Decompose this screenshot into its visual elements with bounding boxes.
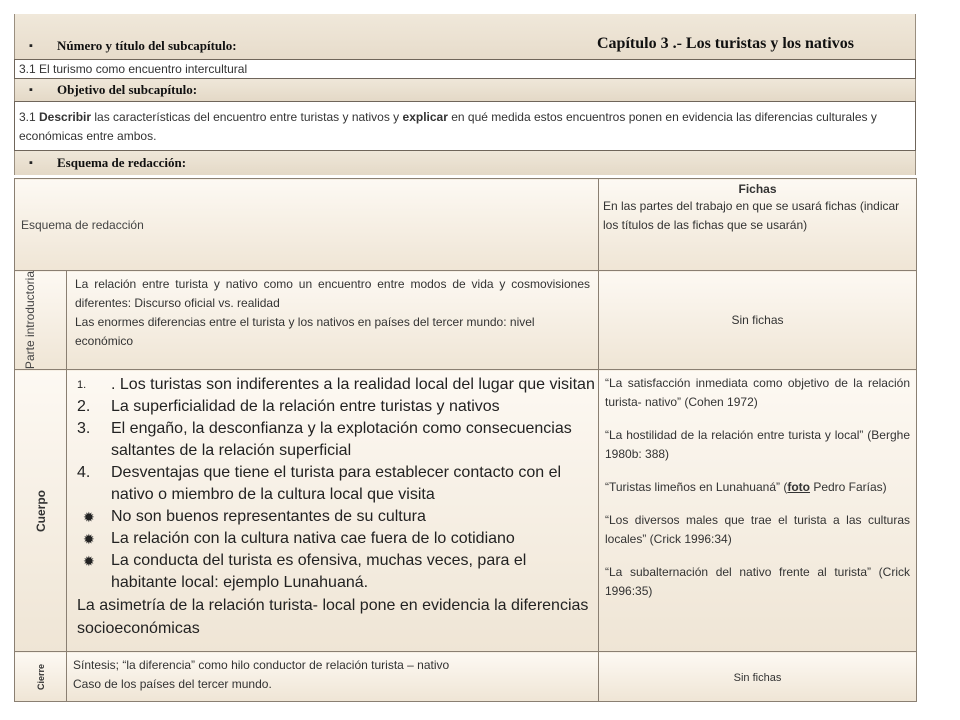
list-item-text: La superficialidad de la relación entre turistas y nativos — [111, 398, 500, 416]
body-row — [15, 370, 917, 652]
writing-scheme-table — [14, 178, 917, 702]
objective-text-prefix: 3.1 — [19, 110, 40, 124]
scheme-label: Esquema de redacción: — [57, 155, 187, 170]
body-section-label: Cuerpo — [33, 489, 48, 532]
intro-line-2: Las enormes diferencias entre el turista y los nativos en países del tercer mundo: nivel económico — [75, 315, 535, 348]
ficha-item: “La satisfacción inmediata como objetivo de la relación turista- nativo” (Cohen 1972) — [605, 376, 910, 410]
ficha-item: “La subalternación del nativo frente al turista” (Crick 1996:35) — [605, 565, 910, 599]
closing-row — [15, 652, 917, 702]
document-header — [14, 14, 916, 175]
list-item — [73, 374, 596, 396]
list-item-number: 1. — [77, 379, 87, 392]
chapter-title: Capítulo 3 .- Los turistas y los nativos — [597, 35, 854, 52]
intro-row — [15, 271, 917, 370]
objective-text-mid: las características del encuentro entre turistas y nativos y — [91, 110, 403, 124]
list-item-number: 2. — [77, 398, 91, 416]
scheme-label-bar — [14, 151, 916, 175]
asterisk-bullet-icon: ✹ — [83, 531, 95, 548]
ficha-item: “Turistas limeños en Lunahuaná” (foto Pedro Farías) — [605, 480, 887, 495]
bullet-icon: ▪ — [29, 157, 33, 169]
subchapter-number-label: Número y título del subcapítulo: — [57, 38, 237, 53]
intro-line-1: La relación entre turista y nativo como un encuentro entre modos de vida y cosmovisiones diferentes: Discurso oficial vs. realidad — [75, 277, 590, 310]
closing-line-1: Síntesis; “la diferencia” como hilo conductor de relación turista – nativo — [73, 658, 450, 673]
list-item-text: Desventajas que tiene el turista para establecer contacto con el nativo o miembro de la cultura local que visita — [111, 464, 562, 504]
closing-section-label: Cierre — [35, 663, 46, 690]
objective-text-end: en qué medida estos encuentros ponen en evidencia las diferencias culturales y económicas entre ambos. — [19, 110, 877, 143]
objective-label-bar — [14, 79, 916, 101]
closing-line-2: Caso de los países del tercer mundo. — [73, 677, 272, 692]
list-item — [73, 418, 596, 462]
objective-label: Objetivo del subcapítulo: — [57, 82, 198, 97]
body-numbered-list — [73, 374, 596, 594]
list-item-number: 4. — [77, 464, 91, 482]
intro-fichas: Sin fichas — [731, 313, 784, 328]
bullet-icon: ▪ — [29, 40, 33, 52]
table-header-row — [15, 179, 917, 271]
chapter-header-bar — [14, 14, 916, 59]
list-item-text: . Los turistas son indiferentes a la realidad local del lugar que visitan — [111, 376, 595, 394]
sub-list-item — [73, 528, 596, 550]
fichas-column-title: Fichas — [738, 182, 777, 196]
sub-list-item — [73, 550, 596, 594]
ficha-item: “Los diversos males que trae el turista a las culturas locales” (Crick 1996:34) — [605, 513, 910, 547]
objective-verb-describe: Describir — [39, 110, 92, 124]
asterisk-bullet-icon: ✹ — [83, 553, 95, 570]
fichas-column-description: En las partes del trabajo en que se usará fichas (indicar los títulos de las fichas que se usarán) — [603, 199, 900, 232]
intro-section-label: Parte introductoria — [22, 271, 37, 370]
subchapter-title: 3.1 El turismo como encuentro intercultural — [19, 62, 248, 76]
list-item — [73, 462, 596, 506]
objective-text-box — [14, 101, 916, 151]
bullet-icon: ▪ — [29, 84, 33, 96]
list-item-number: 3. — [77, 420, 91, 438]
sub-list-item-text: La relación con la cultura nativa cae fuera de lo cotidiano — [111, 530, 515, 548]
sub-list-item-text: La conducta del turista es ofensiva, muchas veces, para el habitante local: ejemplo Lunahuaná. — [111, 552, 527, 592]
objective-verb-explain: explicar — [402, 110, 448, 124]
sub-list-item — [73, 506, 596, 528]
body-closing-statement: La asimetría de la relación turista- local pone en evidencia la diferencias socioeconómicas — [77, 597, 589, 638]
list-item-text: El engaño, la desconfianza y la explotación como consecuencias saltantes de la relación superficial — [111, 420, 572, 460]
list-item — [73, 396, 596, 418]
closing-fichas: Sin fichas — [733, 671, 782, 684]
subchapter-title-box — [14, 59, 916, 79]
sub-list-item-text: No son buenos representantes de su cultura — [111, 508, 426, 526]
scheme-column-header: Esquema de redacción — [21, 217, 144, 232]
asterisk-bullet-icon: ✹ — [83, 509, 95, 526]
ficha-item: “La hostilidad de la relación entre turista y local” (Berghe 1980b: 388) — [605, 428, 910, 462]
foto-emphasis: foto — [787, 480, 810, 495]
